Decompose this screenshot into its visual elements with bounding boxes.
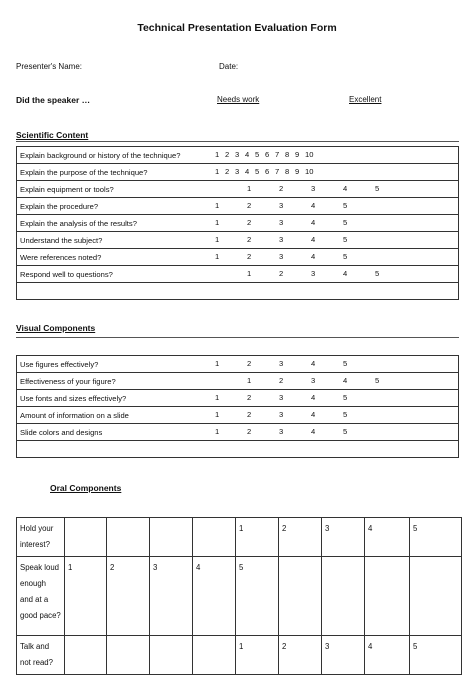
rating-cell	[17, 390, 459, 407]
visual-components-table	[16, 355, 459, 458]
rating-number[interactable]: 2	[279, 376, 284, 385]
rating-number[interactable]: 4	[343, 184, 348, 193]
rating-number[interactable]: 4	[311, 393, 316, 402]
rating-cell	[17, 441, 459, 458]
rating-cell	[17, 407, 459, 424]
rating-number[interactable]: 1	[215, 252, 220, 261]
rating-row	[17, 266, 459, 283]
oral-rating-cell[interactable]: 3	[322, 636, 365, 675]
oral-row	[17, 518, 462, 557]
question-text: Use fonts and sizes effectively?	[20, 393, 127, 403]
oral-empty-cell	[65, 636, 107, 675]
oral-empty-cell	[107, 518, 150, 557]
rating-number[interactable]: 8	[285, 167, 290, 176]
rating-number[interactable]: 3	[279, 359, 284, 368]
rating-number[interactable]: 7	[275, 167, 280, 176]
rating-row	[17, 441, 459, 458]
rating-number[interactable]: 2	[247, 359, 252, 368]
visual-components-heading: Visual Components	[16, 323, 96, 333]
oral-rating-cell[interactable]: 2	[107, 557, 150, 636]
rating-cell	[17, 283, 459, 300]
rating-number[interactable]: 3	[279, 410, 284, 419]
rating-number[interactable]: 3	[311, 376, 316, 385]
scientific-content-table	[16, 146, 459, 300]
oral-empty-cell	[150, 518, 193, 557]
rating-number[interactable]: 2	[247, 235, 252, 244]
rating-cell	[17, 356, 459, 373]
rating-number[interactable]: 6	[265, 167, 270, 176]
rating-number[interactable]: 1	[215, 167, 220, 176]
rating-row	[17, 407, 459, 424]
rating-number[interactable]: 10	[305, 167, 314, 176]
rating-number[interactable]: 3	[279, 201, 284, 210]
question-text: Explain the procedure?	[20, 201, 99, 211]
rating-cell	[17, 424, 459, 441]
needs-work-label: Needs work	[217, 95, 260, 104]
rating-number[interactable]: 4	[245, 150, 250, 159]
rating-number[interactable]: 1	[215, 235, 220, 244]
oral-components-heading: Oral Components	[50, 483, 122, 493]
rating-number[interactable]: 4	[311, 427, 316, 436]
rating-number[interactable]: 7	[275, 150, 280, 159]
oral-rating-cell[interactable]: 1	[65, 557, 107, 636]
oral-rating-cell[interactable]: 4	[365, 518, 410, 557]
rating-number[interactable]: 3	[311, 184, 316, 193]
rating-number[interactable]: 3	[235, 167, 240, 176]
question-text: Were references noted?	[20, 252, 102, 262]
oral-rating-cell[interactable]: 4	[193, 557, 236, 636]
oral-empty-cell	[150, 636, 193, 675]
question-text: Explain the analysis of the results?	[20, 218, 137, 228]
rating-row	[17, 215, 459, 232]
rating-number[interactable]: 4	[311, 201, 316, 210]
rating-number[interactable]: 3	[279, 393, 284, 402]
rating-number[interactable]: 2	[247, 252, 252, 261]
question-text: Use figures effectively?	[20, 359, 99, 369]
rating-number[interactable]: 3	[279, 235, 284, 244]
rating-cell	[17, 147, 459, 164]
rating-row	[17, 147, 459, 164]
oral-empty-cell	[279, 557, 322, 636]
rating-number[interactable]: 4	[245, 167, 250, 176]
rating-number[interactable]: 2	[279, 269, 284, 278]
rating-number[interactable]: 4	[343, 269, 348, 278]
rating-number[interactable]: 3	[235, 150, 240, 159]
rating-number[interactable]: 1	[215, 393, 220, 402]
rating-number[interactable]: 5	[343, 201, 348, 210]
rating-number[interactable]: 6	[265, 150, 270, 159]
rating-number[interactable]: 2	[247, 218, 252, 227]
rating-cell	[17, 198, 459, 215]
rating-number[interactable]: 1	[247, 376, 252, 385]
rating-number[interactable]: 3	[279, 218, 284, 227]
oral-empty-cell	[365, 557, 410, 636]
oral-empty-cell	[322, 557, 365, 636]
rating-number[interactable]: 1	[215, 410, 220, 419]
question-text: Explain equipment or tools?	[20, 184, 114, 194]
rating-number[interactable]: 5	[375, 269, 380, 278]
rating-number[interactable]: 2	[247, 427, 252, 436]
oral-empty-cell	[193, 518, 236, 557]
rating-cell	[17, 164, 459, 181]
oral-row	[17, 636, 462, 675]
section-divider	[16, 141, 459, 142]
rating-number[interactable]: 1	[215, 218, 220, 227]
rating-number[interactable]: 2	[225, 150, 230, 159]
oral-rating-cell[interactable]: 2	[279, 636, 322, 675]
rating-row	[17, 181, 459, 198]
rating-cell	[17, 232, 459, 249]
rating-number[interactable]: 2	[225, 167, 230, 176]
oral-empty-cell	[65, 518, 107, 557]
oral-question: Speak loud enough and at a good pace?	[17, 557, 65, 636]
rating-number[interactable]: 9	[295, 167, 300, 176]
rating-cell	[17, 249, 459, 266]
rating-number[interactable]: 1	[247, 184, 252, 193]
rating-number[interactable]: 5	[343, 410, 348, 419]
oral-rating-cell[interactable]: 4	[365, 636, 410, 675]
rating-row	[17, 164, 459, 181]
rating-number[interactable]: 4	[311, 410, 316, 419]
rating-number[interactable]: 5	[255, 150, 260, 159]
rating-number[interactable]: 4	[311, 359, 316, 368]
oral-empty-cell	[410, 557, 462, 636]
scientific-content-heading: Scientific Content	[16, 130, 89, 140]
rating-number[interactable]: 10	[305, 150, 314, 159]
rating-number[interactable]: 1	[247, 269, 252, 278]
rating-number[interactable]: 1	[215, 427, 220, 436]
rating-row	[17, 198, 459, 215]
rating-number[interactable]: 5	[343, 252, 348, 261]
rating-number[interactable]: 3	[279, 427, 284, 436]
question-text: Understand the subject?	[20, 235, 103, 245]
rating-number[interactable]: 5	[343, 427, 348, 436]
rating-row	[17, 390, 459, 407]
rating-number[interactable]: 4	[311, 218, 316, 227]
oral-rating-cell[interactable]: 2	[279, 518, 322, 557]
oral-rating-cell[interactable]: 1	[236, 636, 279, 675]
rating-number[interactable]: 5	[343, 359, 348, 368]
rating-number[interactable]: 1	[215, 359, 220, 368]
question-text: Effectiveness of your figure?	[20, 376, 116, 386]
rating-number[interactable]: 1	[215, 201, 220, 210]
oral-rating-cell[interactable]: 5	[410, 636, 462, 675]
question-text: Explain background or history of the technique?	[20, 150, 181, 160]
question-text: Slide colors and designs	[20, 427, 103, 437]
rating-number[interactable]: 8	[285, 150, 290, 159]
oral-rating-cell[interactable]: 3	[150, 557, 193, 636]
date-label: Date:	[219, 62, 239, 71]
question-text: Respond well to questions?	[20, 269, 113, 279]
rating-row	[17, 373, 459, 390]
rating-cell	[17, 373, 459, 390]
rating-number[interactable]: 5	[255, 167, 260, 176]
presenter-name-label: Presenter's Name:	[16, 62, 82, 71]
rating-number[interactable]: 2	[247, 201, 252, 210]
oral-components-table	[16, 517, 462, 675]
oral-rating-cell[interactable]: 1	[236, 518, 279, 557]
rating-number[interactable]: 5	[375, 184, 380, 193]
rating-cell	[17, 215, 459, 232]
oral-question: Hold your interest?	[17, 518, 65, 557]
rating-cell	[17, 181, 459, 198]
oral-empty-cell	[107, 636, 150, 675]
rating-number[interactable]: 5	[343, 235, 348, 244]
rating-cell	[17, 266, 459, 283]
oral-empty-cell	[193, 636, 236, 675]
question-text: Explain the purpose of the technique?	[20, 167, 148, 177]
rating-row	[17, 249, 459, 266]
rating-number[interactable]: 1	[215, 150, 220, 159]
rating-row	[17, 232, 459, 249]
rating-number[interactable]: 2	[247, 410, 252, 419]
rating-row	[17, 356, 459, 373]
did-speaker-label: Did the speaker …	[16, 95, 91, 105]
rating-number[interactable]: 5	[343, 218, 348, 227]
rating-number[interactable]: 9	[295, 150, 300, 159]
rating-row	[17, 283, 459, 300]
oral-row	[17, 557, 462, 636]
rating-number[interactable]: 4	[311, 252, 316, 261]
oral-rating-cell[interactable]: 5	[410, 518, 462, 557]
rating-number[interactable]: 5	[375, 376, 380, 385]
section-divider	[16, 337, 459, 338]
rating-number[interactable]: 4	[343, 376, 348, 385]
oral-rating-cell[interactable]: 3	[322, 518, 365, 557]
rating-row	[17, 424, 459, 441]
rating-number[interactable]: 5	[343, 393, 348, 402]
rating-number[interactable]: 3	[311, 269, 316, 278]
excellent-label: Excellent	[349, 95, 382, 104]
question-text: Amount of information on a slide	[20, 410, 129, 420]
oral-question: Talk and not read?	[17, 636, 65, 675]
rating-number[interactable]: 4	[311, 235, 316, 244]
oral-rating-cell[interactable]: 5	[236, 557, 279, 636]
rating-number[interactable]: 2	[279, 184, 284, 193]
rating-number[interactable]: 2	[247, 393, 252, 402]
rating-number[interactable]: 3	[279, 252, 284, 261]
form-title: Technical Presentation Evaluation Form	[137, 22, 337, 34]
